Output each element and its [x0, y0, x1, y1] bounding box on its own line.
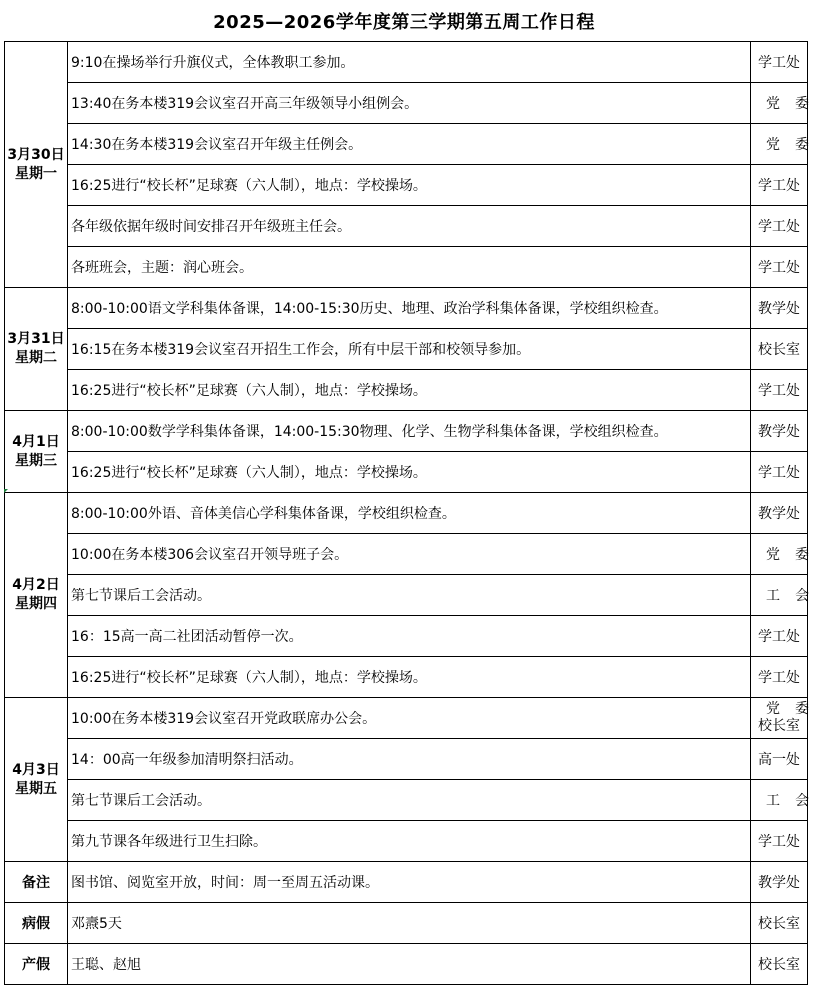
- task-cell: 8:00-10:00外语、音体美信心学科集体备课，学校组织检查。: [68, 493, 751, 534]
- day-date: 3月30日: [7, 146, 65, 163]
- note-label: 备注: [5, 862, 68, 903]
- table-row: [5, 247, 808, 288]
- table-row: [5, 575, 808, 616]
- table-row: [5, 42, 808, 83]
- task-cell: 8:00-10:00语文学科集体备课，14:00-15:30历史、地理、政治学科集体备课，学校组织检查。: [68, 288, 751, 329]
- owner-cell: 学工处: [751, 370, 808, 411]
- day-weekday: 星期二: [15, 350, 57, 366]
- note-content: 邓燾5天: [68, 903, 751, 944]
- task-cell: 16:25进行“校长杯”足球赛（六人制），地点：学校操场。: [68, 370, 751, 411]
- day-weekday: 星期五: [15, 780, 57, 797]
- day-date: 4月1日: [12, 433, 60, 450]
- owner-cell: 教学处: [751, 493, 808, 534]
- owner-cell: 教学处: [751, 411, 808, 452]
- table-row: [5, 657, 808, 698]
- owner-cell: 高一处: [751, 739, 808, 780]
- owner-cell: 工会: [751, 575, 808, 616]
- table-row: [5, 493, 808, 534]
- day-weekday: 星期一: [15, 165, 57, 182]
- day-weekday: 星期三: [15, 452, 57, 469]
- task-cell: 14：00高一年级参加清明祭扫活动。: [68, 739, 751, 780]
- task-cell: 8:00-10:00数学学科集体备课，14:00-15:30物理、化学、生物学科集体备课，学校组织检查。: [68, 411, 751, 452]
- task-cell: 16:25进行“校长杯”足球赛（六人制），地点：学校操场。: [68, 165, 751, 206]
- table-row: [5, 616, 808, 657]
- day-cell: [5, 42, 68, 288]
- task-cell: 10:00在务本楼306会议室召开领导班子会。: [68, 534, 751, 575]
- table-row: [5, 124, 808, 165]
- cell-marker-icon: [4, 489, 8, 493]
- table-row: [5, 698, 808, 739]
- note-owner: 校长室: [751, 903, 808, 944]
- task-cell: 16:25进行“校长杯”足球赛（六人制），地点：学校操场。: [68, 657, 751, 698]
- owner-cell: 党委: [751, 534, 808, 575]
- task-cell: 9:10在操场举行升旗仪式，全体教职工参加。: [68, 42, 751, 83]
- task-cell: 16：15高一高二社团活动暂停一次。: [68, 616, 751, 657]
- task-cell: 13:40在务本楼319会议室召开高三年级领导小组例会。: [68, 83, 751, 124]
- schedule-table: [4, 41, 824, 985]
- day-cell: [5, 411, 68, 493]
- task-cell: 16:25进行“校长杯”足球赛（六人制），地点：学校操场。: [68, 452, 751, 493]
- day-date: 3月31日: [7, 331, 65, 347]
- note-label: 产假: [5, 944, 68, 985]
- task-cell: 各年级依据年级时间安排召开年级班主任会。: [68, 206, 751, 247]
- owner-cell: 学工处: [751, 42, 808, 83]
- note-row: [5, 903, 808, 944]
- day-cell: [5, 698, 68, 862]
- owner-primary: 党委: [766, 701, 824, 717]
- task-cell: 14:30在务本楼319会议室召开年级主任例会。: [68, 124, 751, 165]
- owner-cell: 学工处: [751, 165, 808, 206]
- table-row: [5, 288, 808, 329]
- note-label: 病假: [5, 903, 68, 944]
- owner-cell: 党委: [751, 124, 808, 165]
- owner-cell: 教学处: [751, 288, 808, 329]
- task-cell: 各班班会，主题：润心班会。: [68, 247, 751, 288]
- table-row: [5, 370, 808, 411]
- owner-cell: [751, 698, 824, 739]
- table-row: [5, 206, 808, 247]
- table-row: [5, 534, 808, 575]
- table-row: [5, 165, 808, 206]
- owner-cell: 学工处: [751, 657, 808, 698]
- owner-cell: 党委: [751, 83, 808, 124]
- table-row: [5, 821, 808, 862]
- task-cell: 16:15在务本楼319会议室召开招生工作会，所有中层干部和校领导参加。: [68, 329, 751, 370]
- owner-secondary: 校长室: [758, 718, 800, 734]
- owner-cell: 学工处: [751, 821, 808, 862]
- owner-cell: 工会: [751, 780, 808, 821]
- owner-cell: 学工处: [751, 247, 808, 288]
- note-content: 王聪、赵旭: [68, 944, 751, 985]
- table-row: [5, 329, 808, 370]
- owner-cell: 校长室: [751, 329, 808, 370]
- note-row: [5, 944, 808, 985]
- owner-cell: 学工处: [751, 452, 808, 493]
- day-date: 4月3日: [12, 761, 60, 778]
- table-row: [5, 452, 808, 493]
- task-cell: 第九节课各年级进行卫生扫除。: [68, 821, 751, 862]
- task-cell: 10:00在务本楼319会议室召开党政联席办公会。: [68, 698, 751, 739]
- owner-cell: 学工处: [751, 616, 808, 657]
- day-cell: [5, 493, 68, 698]
- note-row: [5, 862, 808, 903]
- day-cell: [5, 288, 68, 411]
- note-content: 图书馆、阅览室开放，时间：周一至周五活动课。: [68, 862, 751, 903]
- day-weekday: 星期四: [15, 596, 57, 612]
- page-title: 2025—2026学年度第三学期第五周工作日程: [213, 12, 595, 33]
- table-row: [5, 780, 808, 821]
- owner-cell: 学工处: [751, 206, 808, 247]
- note-owner: 校长室: [751, 944, 808, 985]
- task-cell: 第七节课后工会活动。: [68, 780, 751, 821]
- task-cell: 第七节课后工会活动。: [68, 575, 751, 616]
- table-row: [5, 411, 808, 452]
- table-row: [5, 739, 808, 780]
- day-date: 4月2日: [12, 577, 60, 593]
- note-owner: 教学处: [751, 862, 808, 903]
- table-row: [5, 83, 808, 124]
